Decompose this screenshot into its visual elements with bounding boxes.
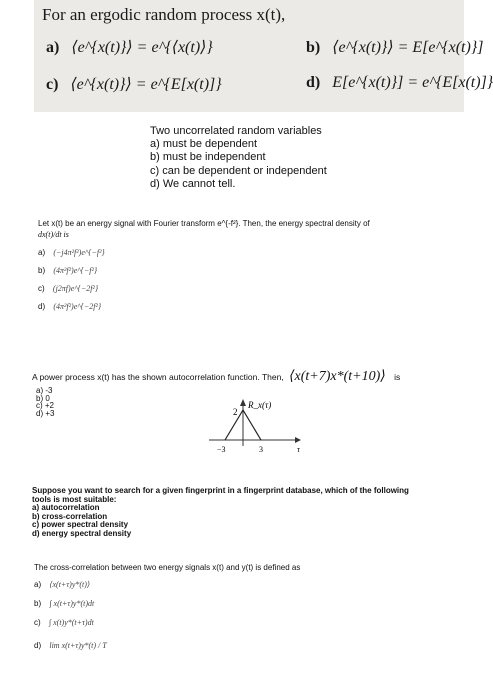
option-expression: ⟨e^{x(t)}⟩ = e^{⟨x(t)⟩} [71,39,213,56]
option-label: d) [38,302,46,311]
option-expression: ⟨e^{x(t)}⟩ = e^{E[x(t)]} [70,76,222,93]
option-label: c) [38,284,45,293]
option-expression: (4π²f²)e^{−2f²} [53,302,102,311]
question-5-option-d: d) energy spectral density [32,528,132,538]
option-label: d) [306,74,321,91]
question-4-option-c: c) +2 [36,401,55,410]
left-tick-label: −3 [217,445,226,454]
question-1-option-d [306,74,493,92]
question-3 [38,218,458,316]
tau-axis-arrow [295,437,301,443]
option-label: a) [34,580,42,589]
question-1-option-b [306,37,483,57]
question-6-option-a [34,580,454,589]
question-5-option-b: b) cross-correlation [32,511,108,521]
option-label: c) [46,76,59,93]
question-3-stem-line-2: dx(t)/dt is [38,230,69,239]
question-1-option-c [46,74,222,94]
question-4-option-d: d) +3 [36,408,55,418]
option-expression: ∫ x(t+τ)y*(t)dt [49,599,95,608]
question-1-stem: For an ergodic random process x(t), [42,5,286,24]
option-label: d) [34,641,42,650]
right-tick-label: 3 [259,445,263,454]
question-5-option-a: a) autocorrelation [32,503,100,512]
question-3-option-a [38,244,458,262]
question-2-stem: Two uncorrelated random variables [150,125,322,137]
question-2-option-a: a) must be dependent [150,138,258,151]
option-label: b) [34,599,42,608]
option-expression: E[e^{x(t)}] = e^{E[x(t)]} [332,74,493,91]
option-expression: ∫ x(t)y*(t+τ)dt [48,618,94,627]
question-5-stem-line-2: tools is most suitable: [32,495,117,504]
tau-axis-label: τ [297,445,300,454]
question-6-option-b [34,599,454,608]
option-expression: (−j4π²f²)e^{−f²} [53,248,105,257]
option-expression: (j2πf)e^{−2f²} [52,284,99,293]
question-3-option-b [38,262,458,280]
option-label: b) [306,39,321,56]
option-expression: ⟨e^{x(t)}⟩ = E[e^{x(t)}] [332,39,484,56]
option-expression: lim x(t+τ)y*(t) / T [49,641,107,650]
question-6-option-d [34,641,454,650]
question-3-stem-line-1: Let x(t) be an energy signal with Fourier transform e^{-f²}. Then, the energy spectral density of [38,219,370,228]
question-4-expression: ⟨x(t+7)x*(t+10)⟩ [289,369,386,384]
question-2-option-c: c) can be dependent or independent [150,164,327,177]
question-4-option-a: a) -3 [36,386,53,395]
vertical-axis-arrow [240,399,246,406]
question-3-option-c [38,280,458,298]
question-4-stem: A power process x(t) has the shown autocorrelation function. Then, [32,372,284,382]
function-label: R_x(τ) [248,400,272,410]
peak-label: 2 [233,407,238,417]
question-2-option-b: b) must be independent [150,151,266,164]
question-5 [32,486,462,538]
question-6 [34,563,454,650]
option-label: c) [34,618,41,627]
question-5-option-c: c) power spectral density [32,520,129,529]
autocorrelation-graph [205,396,305,456]
question-6-option-c [34,618,454,627]
option-expression: (4π²f²)e^{−f²} [53,266,98,275]
option-label: a) [46,39,60,56]
option-label: a) [38,248,46,257]
question-2 [150,125,390,191]
question-6-stem: The cross-correlation between two energy signals x(t) and y(t) is defined as [34,563,301,572]
question-4-option-b: b) 0 [36,393,50,403]
option-expression: ⟨x(t+τ)y*(t)⟩ [49,580,91,589]
question-2-option-d: d) We cannot tell. [150,177,236,190]
question-3-option-d [38,298,458,316]
question-4-suffix: is [394,372,401,382]
question-5-stem-line-1: Suppose you want to search for a given fingerprint in a fingerprint database, which of the following [32,486,409,495]
option-label: b) [38,266,46,275]
question-1-option-a [46,37,213,57]
